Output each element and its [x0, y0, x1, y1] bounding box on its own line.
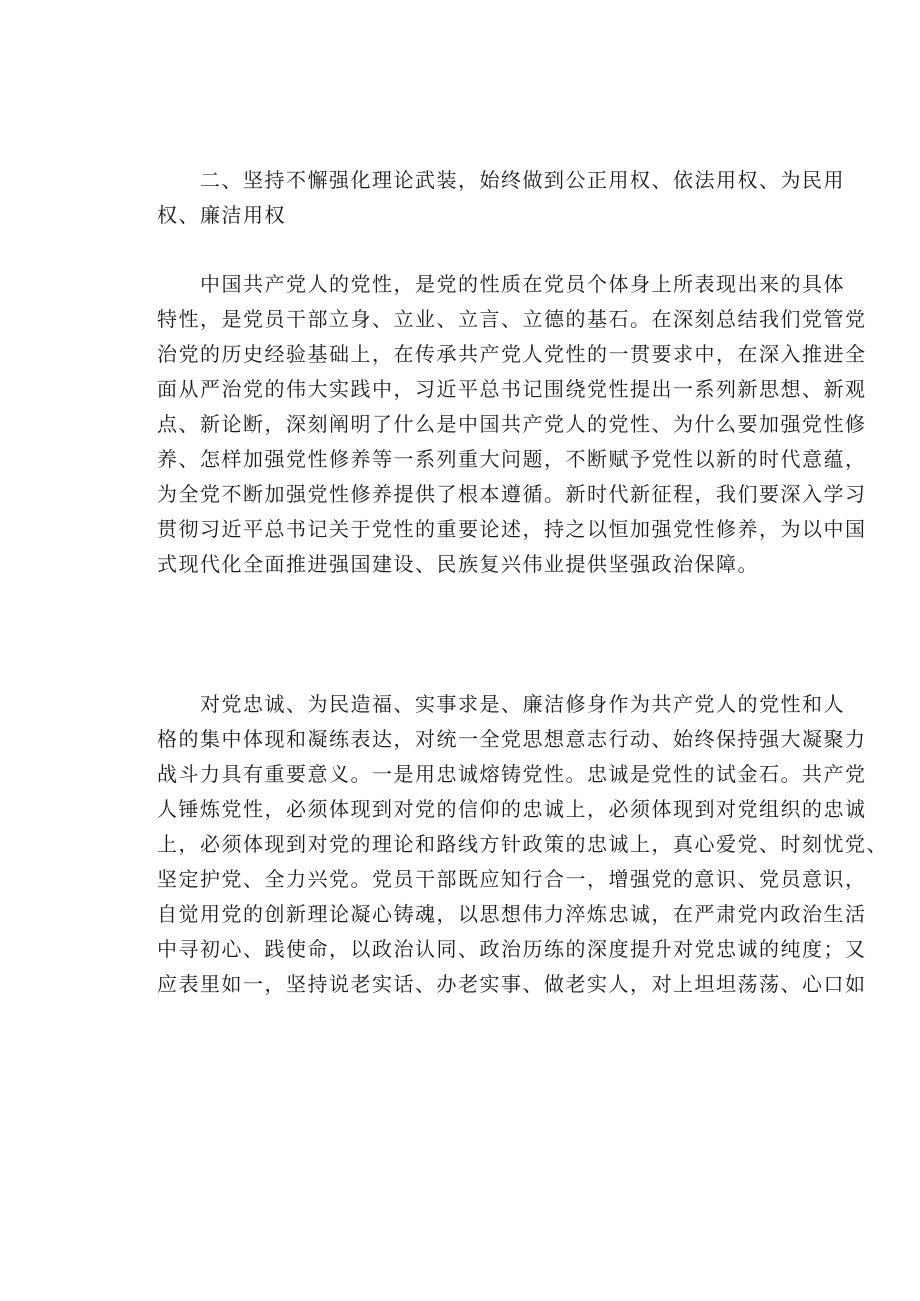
paragraph-line: 点、新论断，深刻阐明了什么是中国共产党人的党性、为什么要加强党性修 [157, 412, 867, 436]
heading-line: 权、廉洁用权 [157, 203, 286, 227]
paragraph-1 [157, 267, 867, 582]
paragraph-line: 养、怎样加强党性修养等一系列重大问题，不断赋予党性以新的时代意蕴， [157, 447, 867, 471]
paragraph-line: 中国共产党人的党性，是党的性质在党员个体身上所表现出来的具体 [157, 272, 845, 296]
paragraph-line: 战斗力具有重要意义。一是用忠诚熔铸党性。忠诚是党性的试金石。共产党 [157, 762, 867, 786]
paragraph-line: 坚定护党、全力兴党。党员干部既应知行合一，增强党的意识、党员意识， [157, 867, 867, 891]
paragraph-line: 式现代化全面推进强国建设、民族复兴伟业提供坚强政治保障。 [157, 552, 759, 576]
paragraph-line: 自觉用党的创新理论凝心铸魂，以思想伟力淬炼忠诚，在严肃党内政治生活 [157, 902, 867, 926]
paragraph-line: 对党忠诚、为民造福、实事求是、廉洁修身作为共产党人的党性和人 [157, 692, 845, 716]
heading-line: 二、坚持不懈强化理论武装，始终做到公正用权、依法用权、为民用 [157, 168, 845, 192]
paragraph-line: 人锤炼党性，必须体现到对党的信仰的忠诚上，必须体现到对党组织的忠诚 [157, 797, 867, 821]
paragraph-line: 中寻初心、践使命，以政治认同、政治历练的深度提升对党忠诚的纯度；又 [157, 937, 867, 961]
section-heading [157, 163, 845, 233]
paragraph-line: 治党的历史经验基础上，在传承共产党人党性的一贯要求中，在深入推进全 [157, 342, 867, 366]
paragraph-line: 特性，是党员干部立身、立业、立言、立德的基石。在深刻总结我们党管党 [157, 307, 867, 331]
paragraph-line: 贯彻习近平总书记关于党性的重要论述，持之以恒加强党性修养，为以中国 [157, 517, 867, 541]
paragraph-line: 面从严治党的伟大实践中，习近平总书记围绕党性提出一系列新思想、新观 [157, 377, 867, 401]
paragraph-line: 应表里如一，坚持说老实话、办老实事、做老实人，对上坦坦荡荡、心口如 [157, 972, 867, 996]
paragraph-line: 上，必须体现到对党的理论和路线方针政策的忠诚上，真心爱党、时刻忧党、 [157, 832, 888, 856]
paragraph-line: 为全党不断加强党性修养提供了根本遵循。新时代新征程，我们要深入学习 [157, 482, 867, 506]
paragraph-line: 格的集中体现和凝练表达，对统一全党思想意志行动、始终保持强大凝聚力 [157, 727, 867, 751]
paragraph-2 [157, 687, 888, 1002]
